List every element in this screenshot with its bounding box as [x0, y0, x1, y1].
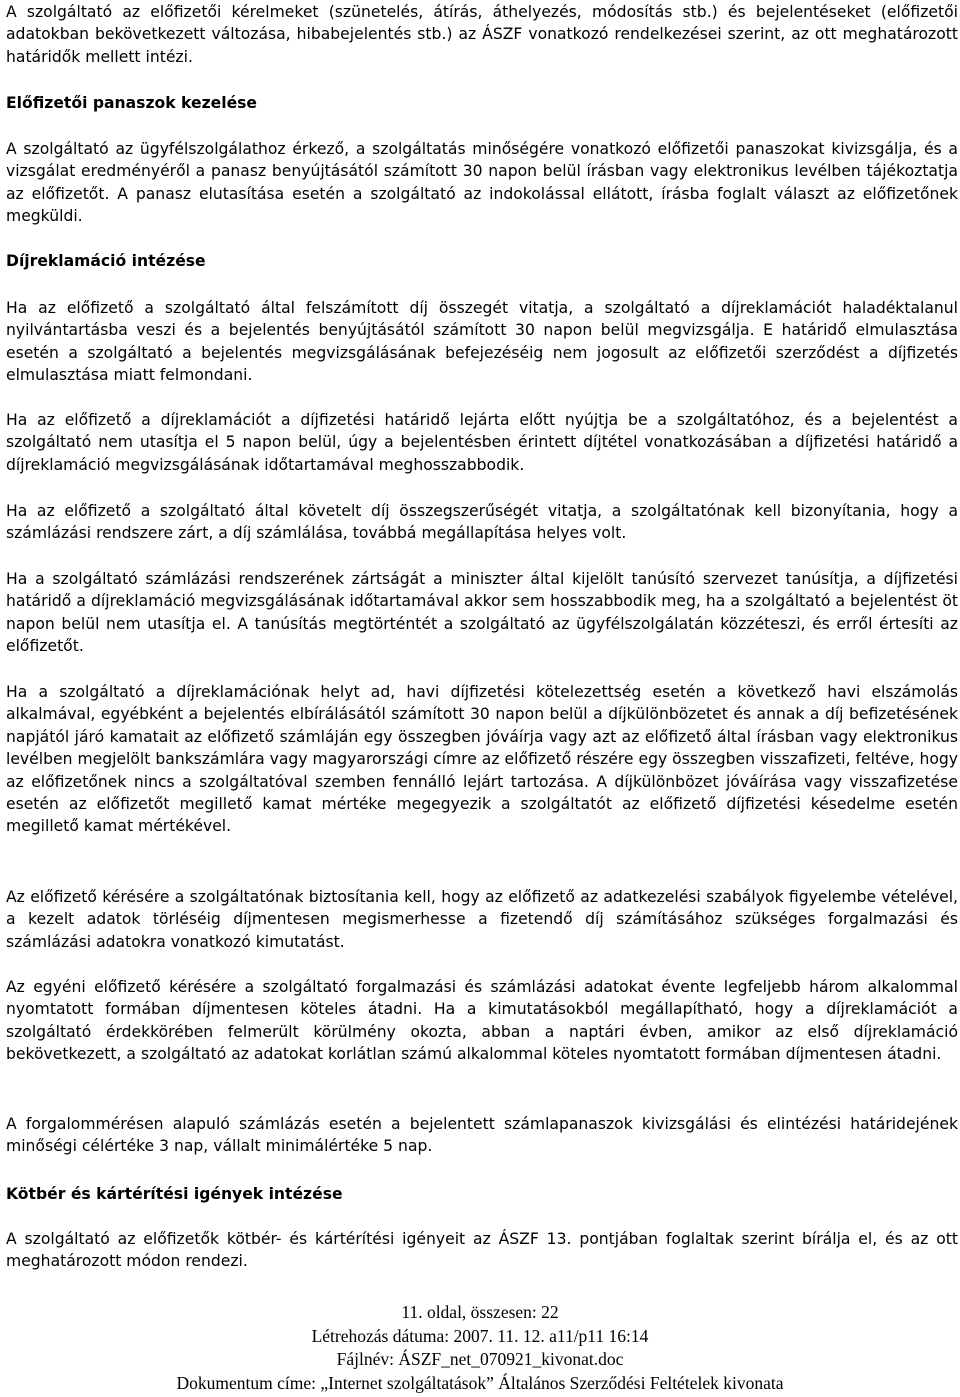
paragraph-dijreklamacio-5: Ha a szolgáltató a díjreklamációnak helyt ad, havi díjfizetési kötelezettség esetén a következő havi elszámolás alkalmával, egyébként a bejelentés elbírálásától számított 30 napon belül a díjkülönbözetet és annak a díj befizetésének napjától járó kamatait az előfizető számláján egy összegben jóváírja vagy azt az előfizető által írásban vagy elektronikus levélben megjelölt bankszámlára vagy magyarországi címre az előfizető részére egy összegben visszafizeti, feltéve, hogy az előfizetőnek nincs a szolgáltatóval szemben fennálló lejárt tartozása. A díjkülönbözet jóváírása vagy visszafizetése esetén az előfizetőt megillető kamat mértéke megegyezik a szolgáltatót az előfizető díjfizetési késedelme esetén megillető kamat mértékével. — [6, 683, 958, 836]
paragraph-dijreklamacio-4: Ha a szolgáltató számlázási rendszerének zártságát a miniszter által kijelölt tanúsító szervezet tanúsítja, a díjfizetési határidő a díjreklamáció megvizsgálásának időtartamával akkor sem hosszabbodik meg, ha a szolgáltató a bejelentést öt napon belül nem utasítja el. A tanúsítás megtörténtét a szolgáltató az ügyfélszolgálatán közzéteszi, és erről értesíti az előfizetőt. — [6, 570, 958, 656]
intro-paragraph: A szolgáltató az előfizetői kérelmeket (szünetelés, átírás, áthelyezés, módosítás stb.) és bejelentéseket (előfizetői adatokban bekövetkezett változása, hibabejelentés stb.) az ÁSZF vonatkozó rendelkezései szerint, az ott meghatározott határidők mellett intézi. — [6, 3, 958, 66]
page-footer — [0, 1301, 960, 1395]
paragraph-dijreklamacio-6: Az előfizető kérésére a szolgáltatónak biztosítania kell, hogy az előfizető az adatkezelési szabályok figyelembe vételével, a kezelt adatok törléséig díjmentesen megismerhesse a fizetendő díj számításához szükséges forgalmazási és számlázási adatokra vonatkozó kimutatást. — [6, 888, 958, 951]
section-heading-panaszok: Előfizetői panaszok kezelése — [6, 94, 257, 112]
paragraph-kotber: A szolgáltató az előfizetők kötbér- és kártérítési igényeit az ÁSZF 13. pontjában foglaltak szerint bírálja el, és az ott meghatározott módon rendezi. — [6, 1230, 958, 1271]
footer-page-info: 11. oldal, összesen: 22 — [401, 1302, 559, 1322]
paragraph-dijreklamacio-7: Az egyéni előfizető kérésére a szolgáltató forgalmazási és számlázási adatokat évente legfeljebb három alkalommal nyomtatott formában díjmentesen köteles átadni. Ha a kimutatásokból megállapítható, hogy a díjreklamációt a szolgáltató érdekkörében felmerült körülmény okozta, abban a naptári évben, amikor az első díjreklamáció bekövetkezett, a szolgáltató az adatokat korlátlan számú alkalommal köteles nyomtatott formában díjmentesen átadni. — [6, 978, 958, 1064]
paragraph-dijreklamacio-1: Ha az előfizető a szolgáltató által felszámított díj összegét vitatja, a szolgáltató a díjreklamációt haladéktalanul nyilvántartásba veszi és a bejelentés benyújtásától számított 30 napon belül megvizsgálja. E határidő elmulasztása esetén a szolgáltató a bejelentés megvizsgálásának befejezéséig nem jogosult az előfizetői szerződést a díjfizetés elmulasztása miatt felmondani. — [6, 299, 958, 385]
paragraph-dijreklamacio-8: A forgalommérésen alapuló számlázás esetén a bejelentett számlapanaszok kivizsgálási és elintézési határidejének minőségi célértéke 3 nap, vállalt minimálértéke 5 nap. — [6, 1115, 958, 1156]
footer-created-date: Létrehozás dátuma: 2007. 11. 12. a11/p11 16:14 — [311, 1325, 649, 1346]
section-heading-kotber: Kötbér és kártérítési igények intézése — [6, 1185, 343, 1203]
footer-filename: Fájlnév: ÁSZF_net_070921_kivonat.doc — [336, 1349, 624, 1369]
footer-document-title: Dokumentum címe: „Internet szolgáltatások” Általános Szerződési Feltételek kivonata — [176, 1372, 784, 1393]
paragraph-dijreklamacio-3: Ha az előfizető a szolgáltató által követelt díj összegszerűségét vitatja, a szolgáltatónak kell bizonyítania, hogy a számlázási rendszere zárt, a díj számlálása, továbbá megállapítása helyes volt. — [6, 502, 958, 543]
paragraph-dijreklamacio-2: Ha az előfizető a díjreklamációt a díjfizetési határidő lejárta előtt nyújtja be a szolgáltatóhoz, és a bejelentést a szolgáltató nem utasítja el 5 napon belül, úgy a bejelentésben érintett díjtétel vonatkozásában a díjfizetési határidő a díjreklamáció megvizsgálásának időtartamával meghosszabbodik. — [6, 411, 958, 474]
paragraph-panaszok: A szolgáltató az ügyfélszolgálathoz érkező, a szolgáltatás minőségére vonatkozó előfizetői panaszokat kivizsgálja, és a vizsgálat eredményéről a panasz benyújtásától számított 30 napon belül írásban vagy elektronikus levélben tájékoztatja az előfizetőt. A panasz elutasítása esetén a szolgáltató az indokolással ellátott, írásba foglalt választ az előfizetőnek megküldi. — [6, 140, 958, 226]
section-heading-dijreklamacio: Díjreklamáció intézése — [6, 252, 206, 270]
